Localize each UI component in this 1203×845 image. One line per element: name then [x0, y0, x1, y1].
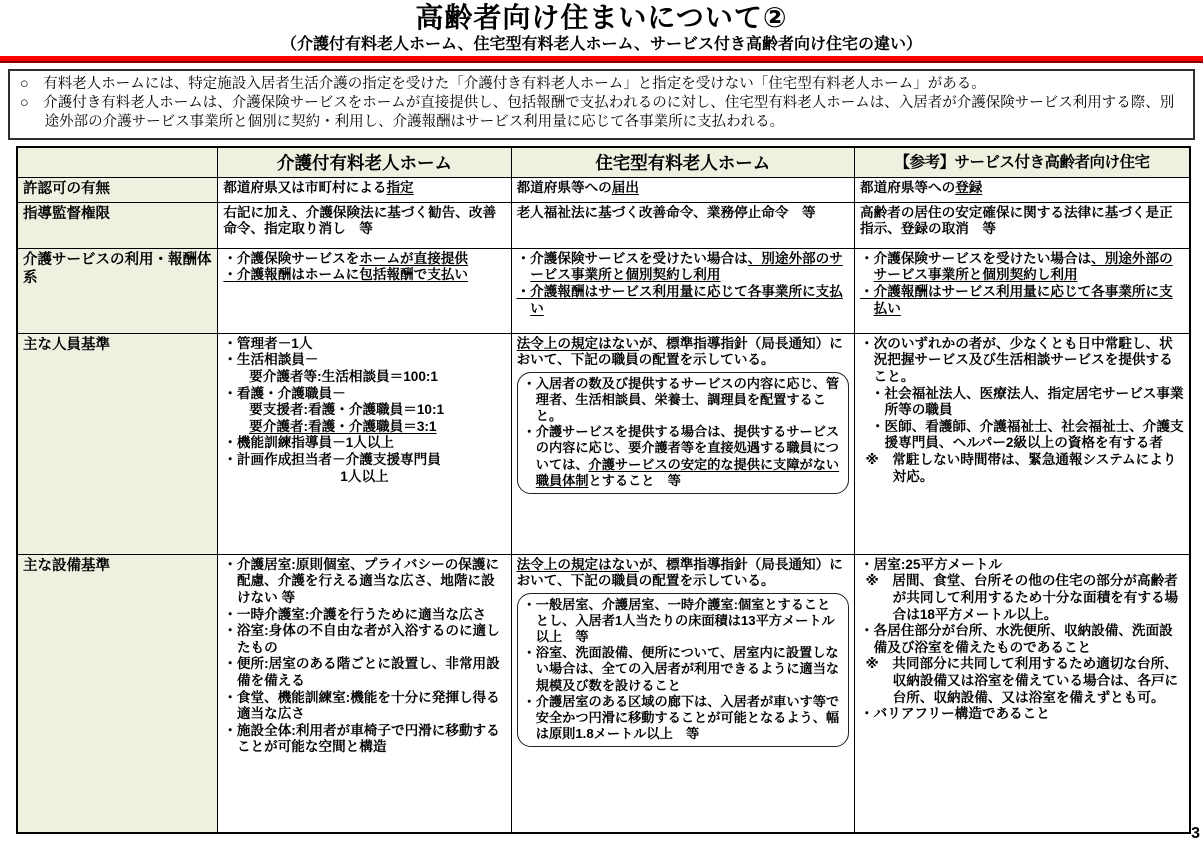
cell-staffing-a — [218, 333, 511, 554]
text-segment: 要支援者:看護・介護職員＝10:1 — [249, 402, 445, 418]
emphasis-text: 要介護者:看護・介護職員＝3:1 — [249, 418, 437, 434]
text-segment: ・次のいずれかの者が、少なくとも日中常駐し、状況把握サービス及び生活相談サービスを提供すること。 — [860, 335, 1173, 385]
table-row-approval — [17, 177, 1190, 202]
text-line — [517, 251, 849, 284]
emphasis-text: 登録 — [955, 179, 983, 195]
cell-supervision-c — [855, 202, 1190, 248]
text-line — [223, 205, 505, 238]
cell-approval-c — [855, 177, 1190, 202]
emphasis-text: 、別途外部のサービス事業所と個別契約し利用 — [530, 250, 843, 283]
red-divider-rule — [0, 56, 1203, 63]
cell-facilities-b — [511, 554, 854, 833]
text-line — [865, 656, 1184, 706]
text-segment: ※ 共同部分に共同して利用するため適切な台所、収納設備又は浴室を備えている場合は、各戸に台所、収納設備、又は浴室を備えずとも可。 — [865, 656, 1179, 705]
cell-care-service-a — [218, 248, 511, 333]
text-line — [865, 452, 1184, 485]
text-segment: が、標準指導指針（局長通知）において、下記の職員の配置を示している。 — [516, 335, 843, 368]
text-line — [871, 419, 1184, 452]
text-line — [223, 607, 505, 624]
text-line — [223, 386, 505, 403]
text-segment: 老人福祉法に基づく改善命令、業務停止命令 等 — [516, 204, 816, 220]
emphasis-text: ホームが直接提供 — [359, 250, 469, 266]
text-segment: 都道府県等への — [860, 179, 956, 195]
text-segment: ・介護保険サービスを受けたい場合は — [516, 250, 748, 266]
text-line — [523, 424, 843, 488]
text-segment: ・浴室、洗面設備、便所について、居室内に設置しない場合は、全ての入居者が利用できるように適当な規模及び数を設けること — [522, 645, 840, 693]
text-line — [523, 597, 843, 645]
cell-approval-b — [511, 177, 854, 202]
text-segment: とすること 等 — [588, 472, 681, 488]
text-line — [223, 251, 505, 268]
text-segment: ○ 介護付き有料老人ホームは、介護保険サービスをホームが直接提供し、包括報酬で支払われるのに対し、住宅型有料老人ホームは、入居者が介護保険サービス利用する際、別途外部の介護サービス事業所と個別に契約・利用し、介護報酬はサービス利用量に応じて各事業所に支払われる。 — [20, 95, 1175, 131]
inner-note-box — [517, 593, 849, 747]
row-label-approval: 許認可の有無 — [17, 177, 218, 202]
text-line — [223, 180, 505, 197]
cell-care-service-b — [511, 248, 854, 333]
table-row-supervision — [17, 202, 1190, 248]
row-label-facilities: 主な設備基準 — [17, 554, 218, 833]
emphasis-text: 届出 — [611, 179, 639, 195]
text-segment: ・介護居室:原則個室、プライバシーの保護に配慮、介護を行える適当な広さ、地階に設けない 等 — [223, 556, 500, 606]
text-segment: ・介護サービスを提供する場合は、提供するサービスの内容に応じ、要介護者等を直接処遇する職員については、 — [522, 424, 840, 472]
cell-care-service-c — [855, 248, 1190, 333]
text-segment: ・浴室:身体の不自由な者が入浴するのに適したもの — [223, 623, 500, 655]
text-line — [523, 376, 843, 424]
cell-facilities-c — [855, 554, 1190, 833]
text-segment: 右記に加え、介護保険法に基づく勧告、改善命令、指定取り消し 等 — [223, 204, 497, 237]
text-segment: ・各居住部分が台所、水洗便所、収納設備、洗面設備及び浴室を備えたものであること — [860, 623, 1173, 655]
text-line — [865, 573, 1184, 623]
text-segment: ・生活相談員－ — [223, 352, 319, 368]
text-line — [523, 645, 843, 693]
text-line — [249, 369, 505, 386]
text-line — [860, 336, 1184, 386]
emphasis-text: ・介護報酬はホームに包括報酬で支払い — [223, 267, 469, 283]
text-line — [517, 284, 849, 317]
text-segment: ・食堂、機能訓練室:機能を十分に発揮し得る適当な広さ — [223, 689, 500, 722]
cell-facilities-a — [218, 554, 511, 833]
text-line — [223, 452, 505, 469]
text-segment: ・管理者－1人 — [223, 335, 313, 351]
text-line — [860, 557, 1184, 574]
emphasis-text: 法令上の規定はない — [516, 556, 639, 572]
text-segment: ・計画作成担当者－介護支援専門員 — [223, 451, 441, 467]
page-number: 3 — [1191, 825, 1200, 842]
table-row-care-service — [17, 248, 1190, 333]
text-line — [517, 205, 849, 222]
emphasis-text: 介護サービスの安定的な提供に支障がない職員体制 — [535, 456, 840, 488]
text-segment: 1人以上 — [340, 468, 389, 484]
cell-supervision-a — [218, 202, 511, 248]
text-segment: ・一般居室、介護居室、一時介護室:個室とすることとし、入居者1人当たりの床面積は13平方メートル以上 等 — [522, 597, 835, 645]
text-segment: 都道府県等への — [516, 179, 612, 195]
text-line — [517, 180, 849, 197]
text-segment: ・一時介護室:介護を行うために適当な広さ — [223, 606, 487, 622]
text-segment: ・介護保険サービスを受けたい場合は — [860, 250, 1092, 266]
page-subtitle: （介護付有料老人ホーム、住宅型有料老人ホーム、サービス付き高齢者向け住宅の違い） — [281, 36, 922, 54]
row-label-supervision: 指導監督権限 — [17, 202, 218, 248]
text-line — [860, 623, 1184, 656]
emphasis-text: 指定 — [386, 179, 414, 195]
emphasis-text: ・介護報酬はサービス利用量に応じて各事業所に支払い — [860, 284, 1173, 316]
text-line — [860, 180, 1184, 197]
text-segment: 要介護者等:生活相談員＝100:1 — [249, 369, 438, 385]
text-line — [223, 723, 505, 756]
header-kaigotsuki-home: 介護付有料老人ホーム — [218, 147, 511, 178]
text-segment: ・機能訓練指導員－1人以上 — [223, 435, 395, 451]
header-service-jutaku: 【参考】サービス付き高齢者向け住宅 — [855, 147, 1190, 178]
text-segment: ・入居者の数及び提供するサービスの内容に応じ、管理者、生活相談員、栄養士、調理員を配置すること。 — [522, 376, 840, 424]
text-segment: ・施設全体:利用者が車椅子で円滑に移動することが可能な空間と構造 — [223, 722, 500, 755]
text-segment: ※ 居間、食堂、台所その他の住宅の部分が高齢者が共同して利用するため十分な面積を有する場合は18平方メートル以上。 — [865, 573, 1179, 622]
text-line — [223, 623, 505, 656]
text-line — [249, 402, 505, 419]
text-segment: ・バリアフリー構造であること — [860, 706, 1050, 722]
text-line — [860, 284, 1184, 317]
emphasis-text: 、別途外部のサービス事業所と個別契約し利用 — [873, 250, 1173, 283]
text-line — [249, 419, 505, 436]
text-segment: ・介護居室のある区域の廊下は、入居者が車いす等で安全かつ円滑に移動することが可能となるよう、幅は原則1.8メートル以上 等 — [522, 693, 840, 741]
emphasis-text: ・介護報酬はサービス利用量に応じて各事業所に支払い — [516, 284, 843, 316]
text-line — [860, 251, 1184, 284]
text-line — [223, 352, 505, 369]
cell-supervision-b — [511, 202, 854, 248]
table-header-row — [17, 147, 1190, 178]
text-line — [523, 694, 843, 742]
table-row-facilities — [17, 554, 1190, 833]
cell-staffing-b — [511, 333, 854, 554]
intro-bullet-1 — [20, 75, 1183, 94]
text-segment: が、標準指導指針（局長通知）において、下記の職員の配置を示している。 — [516, 556, 843, 589]
header-empty-cell — [17, 147, 218, 178]
text-segment: ・便所:居室のある階ごとに設置し、非常用設備を備える — [223, 656, 500, 688]
cell-staffing-c — [855, 333, 1190, 554]
header-jutakugata-home: 住宅型有料老人ホーム — [511, 147, 854, 178]
table-row-staffing — [17, 333, 1190, 554]
inner-note-box — [517, 372, 849, 494]
text-line — [223, 690, 505, 723]
text-line — [871, 386, 1184, 419]
comparison-table — [16, 146, 1191, 835]
text-line — [340, 469, 505, 486]
text-segment: ・看護・介護職員－ — [223, 385, 346, 401]
emphasis-text: 法令上の規定はない — [516, 335, 639, 351]
intro-bullet-2 — [20, 94, 1183, 132]
text-segment: ・社会福祉法人、医療法人、指定居宅サービス事業所等の職員 — [870, 385, 1184, 418]
row-label-staffing: 主な人員基準 — [17, 333, 218, 554]
cell-approval-a — [218, 177, 511, 202]
text-line — [223, 267, 505, 284]
text-line — [223, 557, 505, 607]
text-line — [223, 656, 505, 689]
row-label-care-service: 介護サービスの利用・報酬体系 — [17, 248, 218, 333]
page-title: 高齢者向け住まいについて② — [415, 2, 788, 33]
text-segment: ・居室:25平方メートル — [860, 556, 1003, 572]
text-segment: 高齢者の居住の安定確保に関する法律に基づく是正指示、登録の取消 等 — [860, 204, 1173, 237]
text-line — [860, 205, 1184, 238]
text-line — [517, 336, 849, 369]
text-segment: ・介護保険サービスを — [223, 250, 360, 266]
text-segment: ※ 常駐しない時間帯は、緊急通報システムにより対応。 — [865, 451, 1177, 484]
text-segment: 都道府県又は市町村による — [223, 179, 387, 195]
text-line — [860, 706, 1184, 723]
text-line — [517, 557, 849, 590]
text-segment: ○ 有料老人ホームには、特定施設入居者生活介護の指定を受けた「介護付き有料老人ホーム」と指定を受けない「住宅型有料老人ホーム」がある。 — [20, 76, 986, 93]
text-line — [223, 336, 505, 353]
text-segment: ・医師、看護師、介護福祉士、社会福祉士、介護支援専門員、ヘルパー2級以上の資格を有する者 — [870, 418, 1184, 451]
text-line — [223, 435, 505, 452]
intro-summary-box — [8, 69, 1195, 140]
